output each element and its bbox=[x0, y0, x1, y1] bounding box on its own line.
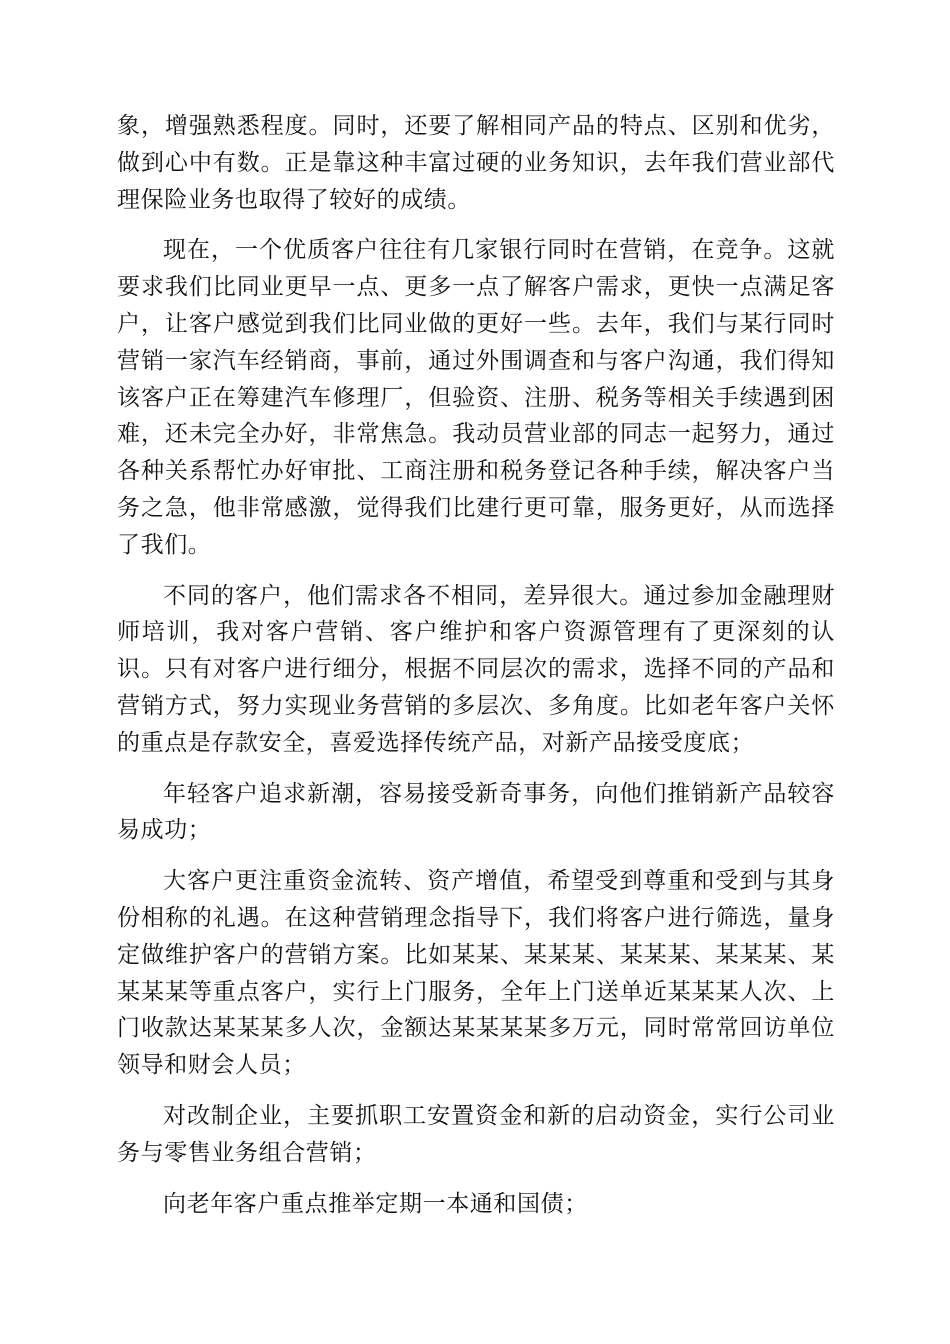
paragraph-1: 象，增强熟悉程度。同时，还要了解相同产品的特点、区别和优劣，做到心中有数。正是靠这种丰富过硬的业务知识，去年我们营业部代理保险业务也取得了较好的成绩。 bbox=[117, 113, 835, 213]
paragraph-5: 大客户更注重资金流转、资产增值，希望受到尊重和受到与其身份相称的礼遇。在这种营销理念指导下，我们将客户进行筛选，量身定做维护客户的营销方案。比如某某、某某某、某某某、某某某、某某某某等重点客户，实行上门服务，全年上门送单近某某某人次、上门收款达某某某多人次，金额达某某某某多万元，同时常常回访单位领导和财会人员； bbox=[117, 868, 835, 1079]
paragraph-2: 现在，一个优质客户往往有几家银行同时在营销，在竞争。这就要求我们比同业更早一点、更多一点了解客户需求，更快一点满足客户，让客户感觉到我们比同业做的更好一些。去年，我们与某行同时营销一家汽车经销商，事前，通过外围调查和与客户沟通，我们得知该客户正在筹建汽车修理厂，但验资、注册、税务等相关手续遇到困难，还未完全办好，非常焦急。我动员营业部的同志一起努力，通过各种关系帮忙办好审批、工商注册和税务登记各种手续，解决客户当务之急，他非常感激，觉得我们比建行更可靠，服务更好，从而选择了我们。 bbox=[117, 237, 835, 558]
paragraph-6: 对改制企业，主要抓职工安置资金和新的启动资金，实行公司业务与零售业务组合营销； bbox=[117, 1102, 835, 1166]
paragraph-7: 向老年客户重点推举定期一本通和国债； bbox=[163, 1190, 588, 1217]
document-body bbox=[117, 108, 835, 1236]
paragraph-3: 不同的客户，他们需求各不相同，差异很大。通过参加金融理财师培训，我对客户营销、客户维护和客户资源管理有了更深刻的认识。只有对客户进行细分，根据不同层次的需求，选择不同的产品和营销方式，努力实现业务营销的多层次、多角度。比如老年客户关怀的重点是存款安全，喜爱选择传统产品，对新产品接受度底； bbox=[117, 582, 835, 756]
paragraph-4: 年轻客户追求新潮，容易接受新奇事务，向他们推销新产品较容易成功； bbox=[117, 780, 835, 844]
